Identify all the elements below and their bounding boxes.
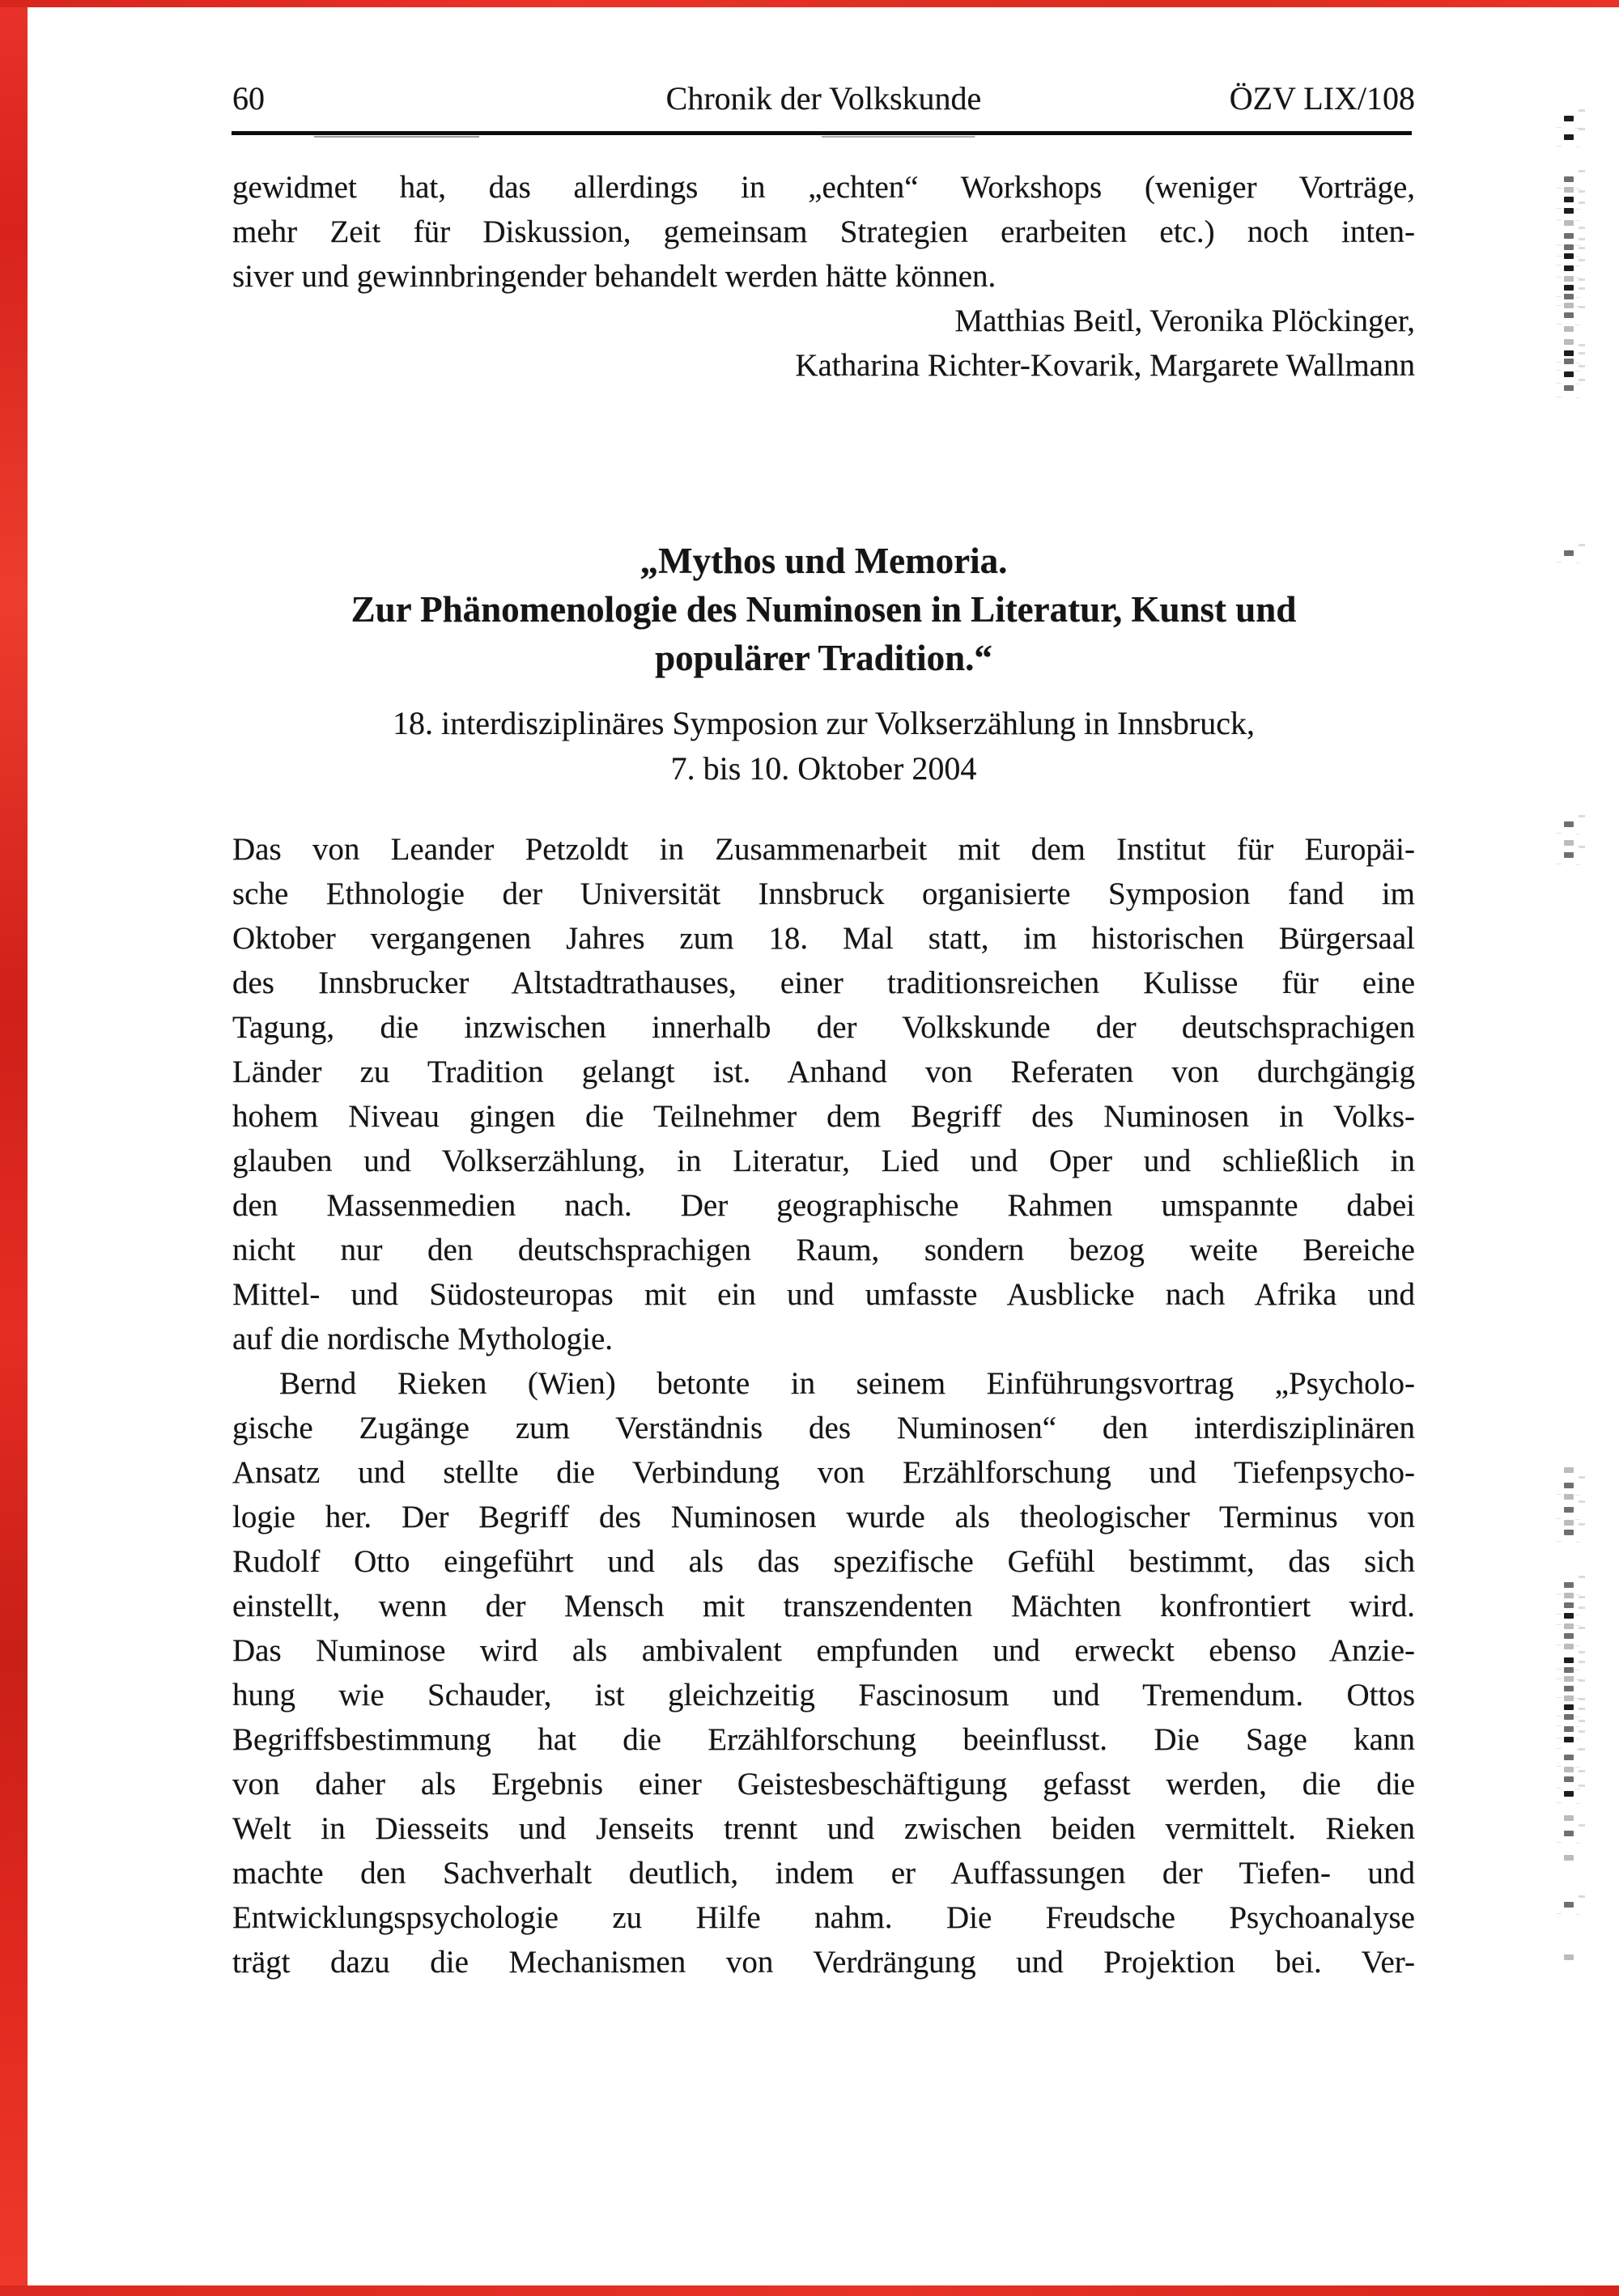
scan-speck bbox=[1564, 303, 1574, 308]
scan-speck bbox=[1564, 1613, 1574, 1619]
page-number: 60 bbox=[232, 80, 265, 117]
scan-speck bbox=[1564, 220, 1574, 226]
scan-speck bbox=[1564, 1633, 1574, 1639]
scan-speck bbox=[1564, 1520, 1574, 1526]
scan-speck bbox=[1564, 253, 1574, 259]
scan-speck bbox=[1564, 176, 1574, 182]
scan-speck bbox=[1564, 244, 1574, 250]
scan-speck bbox=[1564, 1831, 1574, 1836]
text-line: Katharina Richter-Kovarik, Margarete Wallmann bbox=[795, 348, 1415, 383]
text-line: Entwicklungspsychologie zu Hilfe nahm. Die Freudsche Psychoanalyse bbox=[232, 1900, 1415, 1935]
scan-speck bbox=[1564, 821, 1574, 827]
scan-speck bbox=[1564, 1704, 1574, 1710]
article-title bbox=[232, 537, 1415, 682]
scan-speck bbox=[1564, 326, 1574, 332]
text-line: machte den Sachverhalt deutlich, indem er Auffassungen der Tiefen- und bbox=[232, 1856, 1415, 1891]
scan-speck bbox=[1564, 1582, 1574, 1588]
text-line: sche Ethnologie der Universität Innsbruck organisierte Symposion fand im bbox=[232, 876, 1415, 911]
scan-speck bbox=[1564, 1815, 1574, 1821]
scan-speck bbox=[1564, 852, 1574, 858]
scan-speck bbox=[1564, 208, 1574, 214]
text-line: Länder zu Tradition gelangt ist. Anhand von Referaten von durchgängig bbox=[232, 1055, 1415, 1089]
scan-speck bbox=[1564, 187, 1574, 193]
article-title-line: populärer Tradition.“ bbox=[655, 638, 992, 678]
text-line: Ansatz und stellte die Verbindung von Erzählforschung und Tiefenpsycho- bbox=[232, 1455, 1415, 1490]
scan-speck bbox=[1564, 1467, 1574, 1473]
scan-speck bbox=[1564, 1695, 1574, 1701]
text-line: Welt in Diesseits und Jenseits trennt und zwischen beiden vermittelt. Rieken bbox=[232, 1811, 1415, 1846]
text-line: siver und gewinnbringender behandelt werden hätte können. bbox=[232, 259, 996, 294]
text-line: nicht nur den deutschsprachigen Raum, sondern bezog weite Bereiche bbox=[232, 1233, 1415, 1267]
scan-speck bbox=[1564, 1902, 1574, 1908]
text-line: Matthias Beitl, Veronika Plöckinger, bbox=[954, 303, 1415, 338]
scan-speck bbox=[1564, 1676, 1574, 1682]
text-line: einstellt, wenn der Mensch mit transzendenten Mächten konfrontiert wird. bbox=[232, 1589, 1415, 1623]
article-subtitle bbox=[232, 701, 1415, 792]
scan-speck bbox=[1564, 1530, 1574, 1535]
scan-speck bbox=[1564, 1507, 1574, 1513]
text-line: Rudolf Otto eingeführt und als das spezifische Gefühl bestimmt, das sich bbox=[232, 1544, 1415, 1579]
text-line: mehr Zeit für Diskussion, gemeinsam Strategien erarbeiten etc.) noch inten- bbox=[232, 214, 1415, 249]
scan-speck bbox=[1564, 312, 1574, 318]
text-line: Begriffsbestimmung hat die Erzählforschung beeinflusst. Die Sage kann bbox=[232, 1722, 1415, 1757]
scan-speck bbox=[1564, 359, 1574, 364]
scan-speck bbox=[1564, 1791, 1574, 1797]
text-line: logie her. Der Begriff des Numinosen wurde als theologischer Terminus von bbox=[232, 1500, 1415, 1534]
scan-speck bbox=[1564, 1494, 1574, 1500]
scan-speck bbox=[1564, 339, 1574, 345]
scan-speck bbox=[1564, 276, 1574, 282]
scan-speck bbox=[1564, 233, 1574, 239]
scan-speck bbox=[1564, 197, 1574, 202]
scan-speck bbox=[1564, 350, 1574, 356]
scan-speck bbox=[1564, 116, 1574, 121]
running-head bbox=[232, 78, 1415, 120]
scan-speck bbox=[1564, 1593, 1574, 1598]
scan-speck bbox=[1564, 1714, 1574, 1720]
scan-speck bbox=[1564, 371, 1574, 377]
scan-speck bbox=[1564, 1667, 1574, 1673]
body-paragraph-1 bbox=[232, 827, 1415, 1361]
scan-speck bbox=[1564, 1776, 1574, 1782]
scan-speck bbox=[1564, 1483, 1574, 1488]
scan-speck bbox=[1564, 1602, 1574, 1608]
scan-speck bbox=[1564, 1755, 1574, 1760]
article-title-line: Zur Phänomenologie des Numinosen in Literatur, Kunst und bbox=[351, 589, 1297, 630]
scan-speck bbox=[1564, 294, 1574, 299]
text-line: Das Numinose wird als ambivalent empfunden und erweckt ebenso Anzie- bbox=[232, 1633, 1415, 1668]
header-rule bbox=[232, 131, 1412, 135]
text-line: gewidmet hat, das allerdings in „echten“ Workshops (weniger Vorträge, bbox=[232, 170, 1415, 205]
journal-reference: ÖZV LIX/108 bbox=[1229, 80, 1415, 117]
text-line: des Innsbrucker Altstadtrathauses, einer traditionsreichen Kulisse für eine bbox=[232, 966, 1415, 1000]
article-subtitle-line: 7. bis 10. Oktober 2004 bbox=[670, 750, 977, 787]
scan-speck bbox=[1564, 1726, 1574, 1732]
running-title: Chronik der Volkskunde bbox=[665, 80, 982, 117]
article-subtitle-line: 18. interdisziplinäres Symposion zur Volkserzählung in Innsbruck, bbox=[392, 705, 1256, 741]
scan-speck bbox=[1564, 134, 1574, 140]
scan-speck bbox=[1564, 1855, 1574, 1861]
scan-speck bbox=[1564, 1767, 1574, 1772]
scan-speck bbox=[1564, 1954, 1574, 1960]
article-title-line: „Mythos und Memoria. bbox=[640, 541, 1008, 581]
text-line: Mittel- und Südosteuropas mit ein und umfasste Ausblicke nach Afrika und bbox=[232, 1277, 1415, 1312]
text-line: von daher als Ergebnis einer Geistesbeschäftigung gefasst werden, die die bbox=[232, 1767, 1415, 1802]
text-line: Tagung, die inzwischen innerhalb der Volkskunde der deutschsprachigen bbox=[232, 1010, 1415, 1045]
text-line: trägt dazu die Mechanismen von Verdrängung und Projektion bei. Ver- bbox=[232, 1945, 1415, 1980]
scan-speck bbox=[1564, 1686, 1574, 1691]
scan-speck bbox=[1564, 1657, 1574, 1663]
scan-speck bbox=[1564, 1644, 1574, 1649]
text-line: Bernd Rieken (Wien) betonte in seinem Einführungsvortrag „Psycholo- bbox=[279, 1366, 1415, 1401]
scan-speck bbox=[1564, 550, 1574, 556]
text-line: hung wie Schauder, ist gleichzeitig Fascinosum und Tremendum. Ottos bbox=[232, 1678, 1415, 1712]
previous-report-closing bbox=[232, 165, 1415, 388]
red-page-edge-bottom bbox=[0, 2285, 1619, 2296]
scan-speck bbox=[1564, 1737, 1574, 1742]
text-line: den Massenmedien nach. Der geographische Rahmen umspannte dabei bbox=[232, 1188, 1415, 1223]
scan-speck bbox=[1564, 285, 1574, 291]
red-page-edge-left bbox=[0, 0, 28, 2296]
text-line: auf die nordische Mythologie. bbox=[232, 1322, 614, 1356]
text-line: gische Zugänge zum Verständnis des Numinosen“ den interdisziplinären bbox=[232, 1411, 1415, 1445]
text-line: Das von Leander Petzoldt in Zusammenarbeit mit dem Institut für Europäi- bbox=[232, 832, 1415, 867]
body-paragraph-2 bbox=[232, 1361, 1415, 1984]
scan-speck bbox=[1564, 1623, 1574, 1629]
text-line: glauben und Volkserzählung, in Literatur, Lied und Oper und schließlich in bbox=[232, 1144, 1415, 1178]
text-line: hohem Niveau gingen die Teilnehmer dem Begriff des Numinosen in Volks- bbox=[232, 1099, 1415, 1134]
scan-speck bbox=[1564, 265, 1574, 271]
scan-speck bbox=[1564, 840, 1574, 846]
red-page-edge-top bbox=[0, 0, 1619, 7]
text-line: Oktober vergangenen Jahres zum 18. Mal statt, im historischen Bürgersaal bbox=[232, 921, 1415, 956]
article-body bbox=[232, 827, 1415, 1984]
scan-speck bbox=[1564, 385, 1574, 391]
